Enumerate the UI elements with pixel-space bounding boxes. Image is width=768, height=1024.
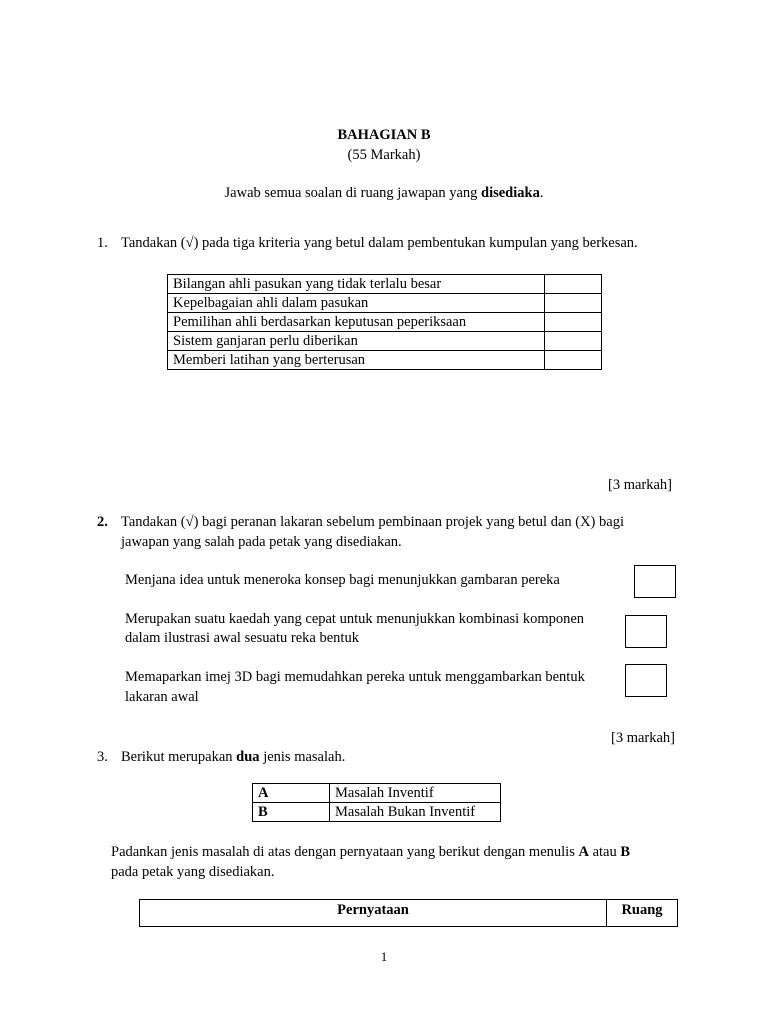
q1-criterion: Kepelbagaian ahli dalam pasukan — [168, 294, 545, 313]
q1-criteria-table — [167, 274, 602, 370]
q3-instr-b: B — [620, 844, 631, 860]
q2-statement-2-line1: Merupakan suatu kaedah yang cepat untuk menunjukkan kombinasi komponen — [125, 611, 585, 627]
q3-number: 3. — [97, 749, 108, 765]
q2-statement-1: Menjana idea untuk meneroka konsep bagi menunjukkan gambaran pereka — [125, 572, 560, 588]
q3-text-start: Berikut merupakan — [121, 749, 237, 765]
table-row — [168, 294, 602, 313]
table-row — [168, 313, 602, 332]
table-row — [168, 332, 602, 351]
q2-marks: [3 markah] — [610, 730, 675, 746]
table-row — [253, 803, 501, 822]
instruction-end: . — [539, 185, 544, 201]
q1-text: Tandakan (√) pada tiga kriteria yang betul dalam pembentukan kumpulan yang berkesan. — [121, 235, 638, 251]
q3-text-end: jenis masalah. — [259, 749, 346, 765]
q3-text — [121, 748, 345, 768]
q1-criterion: Pemilihan ahli berdasarkan keputusan peperiksaan — [168, 313, 545, 332]
q2-text-line2: jawapan yang salah pada petak yang disediakan. — [121, 534, 402, 550]
q3-type-code: B — [253, 803, 330, 822]
table-row — [253, 784, 501, 803]
q3-header-space: Ruang — [607, 900, 678, 927]
q1-checkbox[interactable] — [545, 351, 602, 370]
q2-statement-3-line1: Memaparkan imej 3D bagi memudahkan pereka untuk menggambarkan bentuk — [125, 669, 585, 685]
total-marks: (55 Markah) — [347, 147, 421, 163]
q1-criterion: Memberi latihan yang berterusan — [168, 351, 545, 370]
q1-checkbox[interactable] — [545, 332, 602, 351]
q3-answer-table — [139, 899, 678, 927]
q1-checkbox[interactable] — [545, 275, 602, 294]
q1-checkbox[interactable] — [545, 294, 602, 313]
q1-criterion: Bilangan ahli pasukan yang tidak terlalu besar — [168, 275, 545, 294]
q2-number: 2. — [97, 514, 108, 530]
q3-instruction-line1 — [111, 843, 630, 863]
section-title: BAHAGIAN B — [337, 127, 431, 143]
page-number: 1 — [380, 949, 388, 964]
q1-checkbox[interactable] — [545, 313, 602, 332]
q3-header-statement: Pernyataan — [140, 900, 607, 927]
instruction-text: Jawab semua soalan di ruang jawapan yang — [224, 185, 481, 201]
q2-answer-box-1[interactable] — [634, 565, 676, 598]
q2-text-line1: Tandakan (√) bagi peranan lakaran sebelum pembinaan projek yang betul dan (X) bagi — [121, 514, 624, 530]
instruction — [0, 184, 768, 204]
q3-type-code: A — [253, 784, 330, 803]
q1-number: 1. — [97, 235, 108, 251]
q2-statement-3-line2: lakaran awal — [125, 689, 199, 705]
q3-instruction-line2: pada petak yang disediakan. — [111, 864, 275, 880]
q3-instr-text: Padankan jenis masalah di atas dengan pernyataan yang berikut dengan menulis — [111, 844, 579, 860]
q2-answer-box-2[interactable] — [625, 615, 667, 648]
table-row — [168, 275, 602, 294]
instruction-bold: disediaka — [481, 185, 540, 201]
q3-text-bold: dua — [236, 749, 260, 765]
q1-criterion: Sistem ganjaran perlu diberikan — [168, 332, 545, 351]
table-row — [168, 351, 602, 370]
table-row — [140, 900, 678, 927]
q3-instr-a: A — [578, 844, 589, 860]
q3-instr-or: atau — [588, 844, 621, 860]
q1-marks: [3 markah] — [607, 477, 672, 493]
q3-problem-types-table — [252, 783, 501, 822]
q2-statement-2-line2: dalam ilustrasi awal sesuatu reka bentuk — [125, 630, 359, 646]
q3-type-label: Masalah Bukan Inventif — [330, 803, 501, 822]
q3-type-label: Masalah Inventif — [330, 784, 501, 803]
q2-answer-box-3[interactable] — [625, 664, 667, 697]
